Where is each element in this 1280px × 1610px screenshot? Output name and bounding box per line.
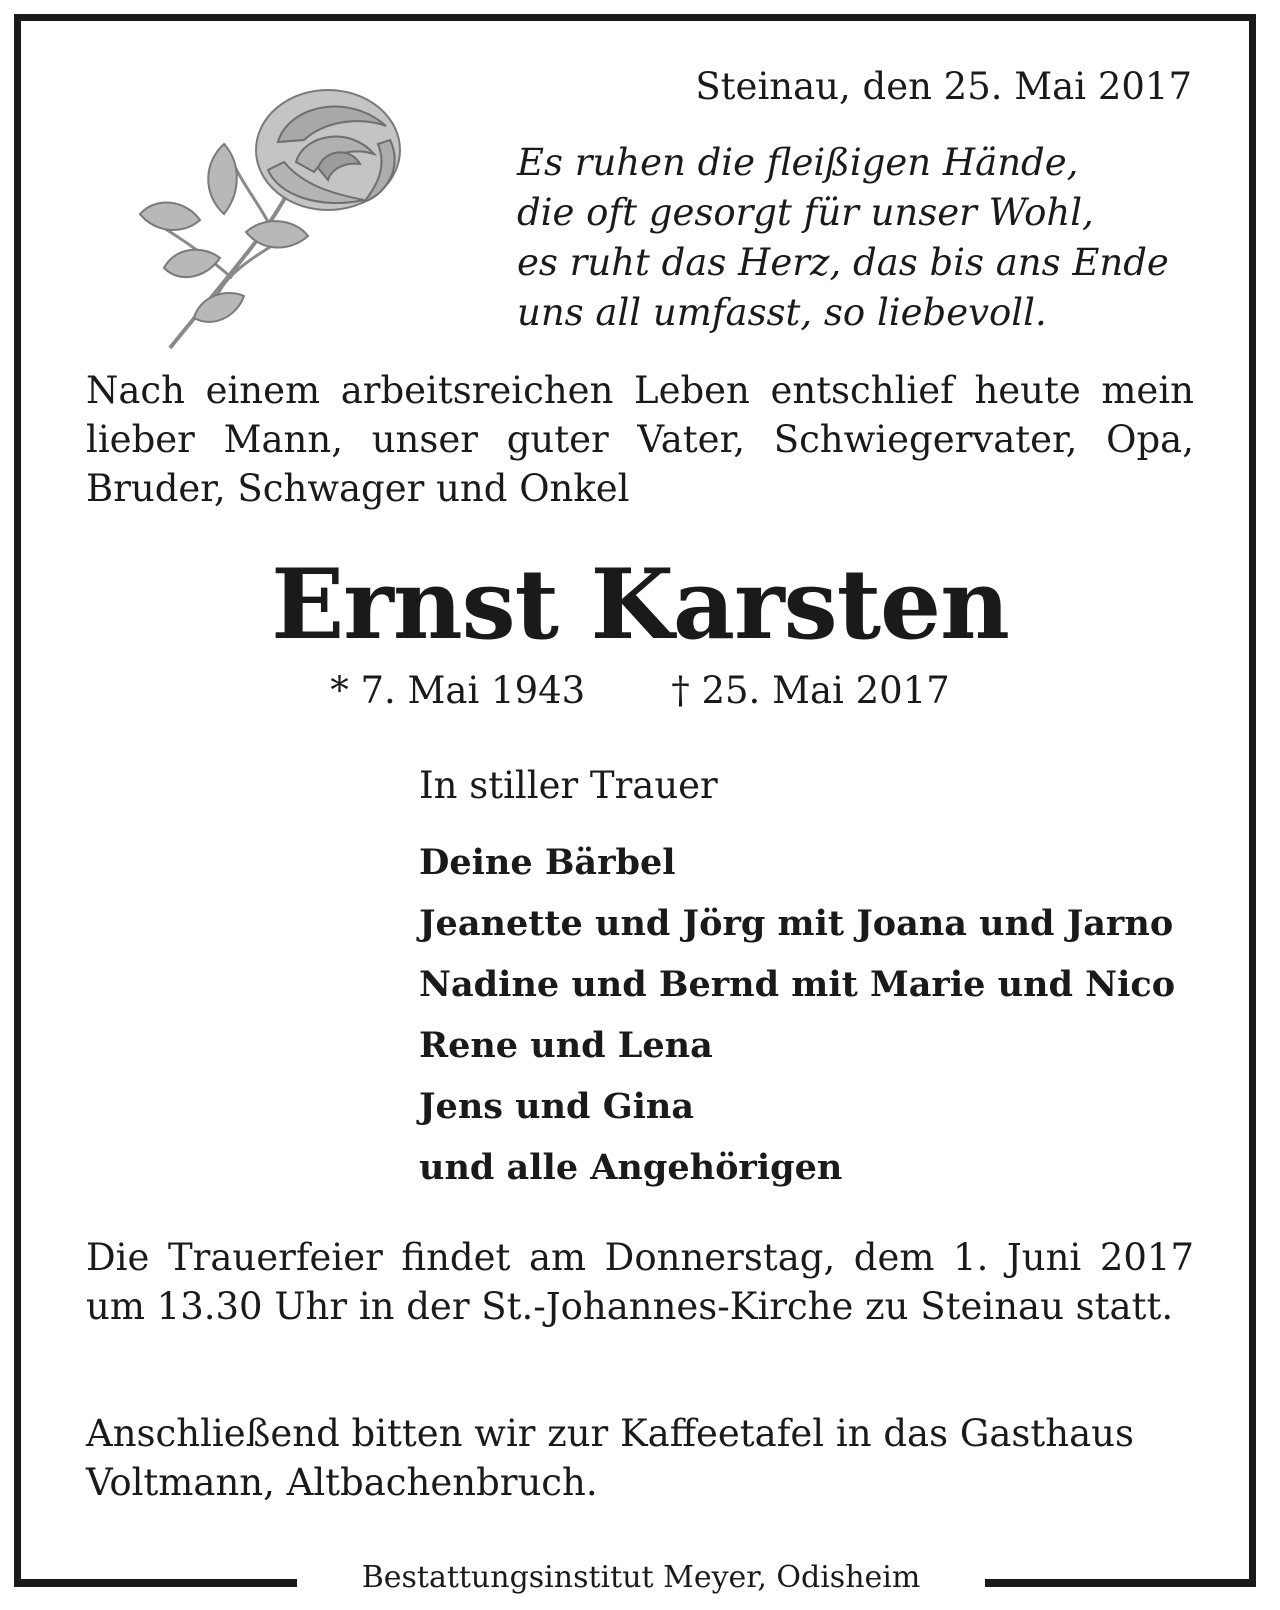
funeral-home-credit: Bestattungsinstitut Meyer, Odisheim [361,1560,921,1595]
life-dates [0,668,1280,714]
mourner-entry: und alle Angehörigen [419,1147,843,1188]
mourners-list [419,832,1175,1198]
mourner-entry: Deine Bärbel [419,842,676,883]
poem-line: es ruht das Herz, das bis ans Ende [517,241,1169,284]
birth-date: * 7. Mai 1943 [330,669,586,712]
mourner-entry: Jeanette und Jörg mit Joana und Jarno [419,903,1174,944]
ceremony-text: Die Trauerfeier findet am Donnerstag, dem 1. Juni 2017 um 13.30 Uhr in der St.-Johannes-Kirche zu Steinau statt. [86,1236,1194,1328]
reception-text: Anschließend bitten wir zur Kaffeetafel in das Gasthaus Voltmann, Altbachenbruch. [86,1412,1134,1504]
intro-text: Nach einem arbeitsreichen Leben entschlief heute mein lieber Mann, unser guter Vater, Schwiegervater, Opa, Bruder, Schwager und Onkel [86,369,1194,510]
death-date: † 25. Mai 2017 [671,669,950,712]
mourner-entry: Jens und Gina [419,1086,695,1127]
poem [517,138,1169,338]
poem-line: die oft gesorgt für unser Wohl, [517,191,1094,234]
mourner-entry: Nadine und Bernd mit Marie und Nico [419,964,1176,1005]
poem-line: Es ruhen die fleißigen Hände, [517,141,1079,184]
mourning-label: In stiller Trauer [419,764,718,807]
footer-rule-left [14,1579,297,1587]
dateline: Steinau, den 25. Mai 2017 [695,65,1192,108]
deceased-name: Ernst Karsten [271,548,1009,661]
rose-icon [128,82,418,354]
poem-line: uns all umfasst, so liebevoll. [517,291,1047,334]
mourner-entry: Rene und Lena [419,1025,713,1066]
footer-rule-right [985,1579,1256,1587]
